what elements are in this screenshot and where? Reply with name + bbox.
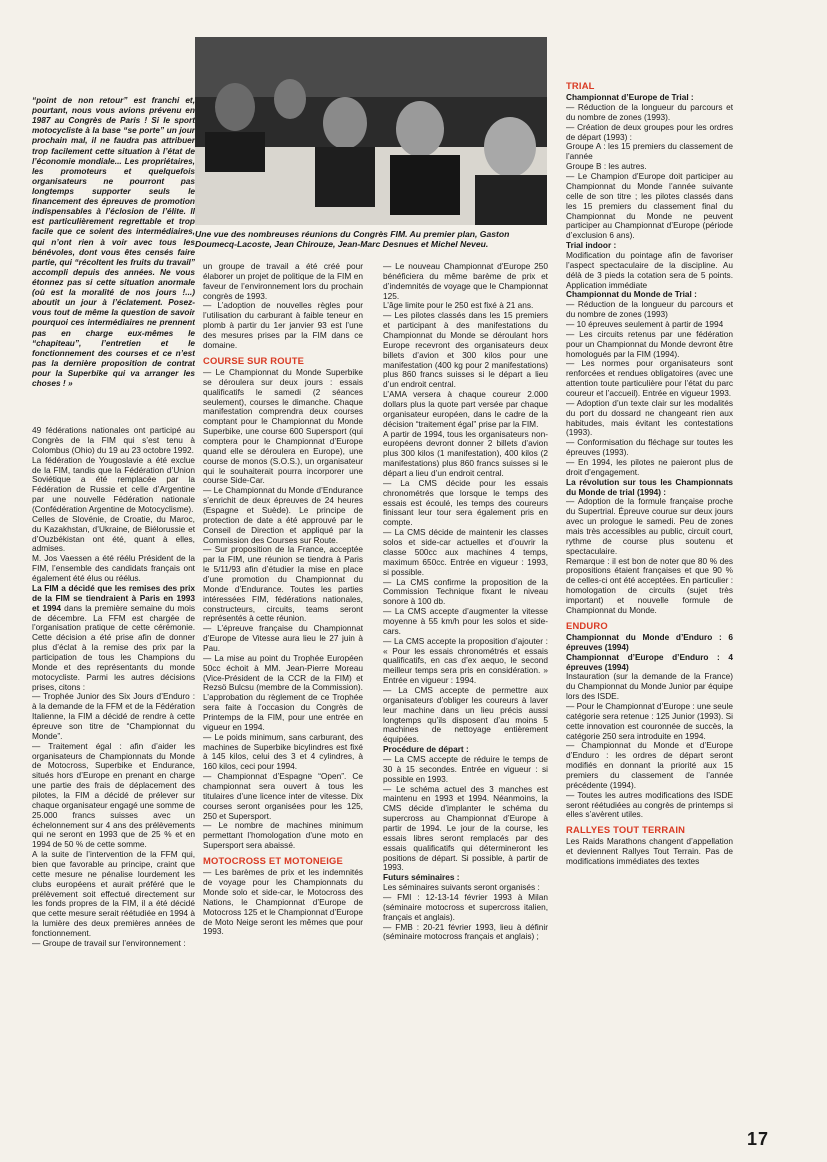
column-4 <box>566 80 733 1148</box>
col1-decision-paragraph <box>32 584 195 692</box>
col4-paragraph: Groupe A : les 15 premiers du classement de l’année <box>566 141 733 162</box>
col1-bold-rest: dans la première semaine du mois de décembre. La FFM est chargée de l’organisation pratique de cette cérémonie. Cette décision a été prise afin de donner plus d’éclat à la remise des prix par la participation de tous les Champions du Monde et des représentants du monde motocycliste. Parmi les autres décisions prises, citons : <box>32 602 195 692</box>
col4-paragraph: — Le Champion d’Europe doit participer au Championnat du Monde l’année suivante celle de son titre ; les pilotes classés dans les 15 premiers du classement final du Championnat du Monde ne peuvent participer au Championnat d’Europe (période d’exclusion 6 ans). <box>566 171 733 241</box>
subheading: Championnat du Monde d’Enduro : 6 épreuves (1994) <box>566 631 733 652</box>
section-heading-rallyes: RALLYES TOUT TERRAIN <box>566 824 686 836</box>
subheading: La révolution sur tous les Championnats du Monde de trial (1994) : <box>566 476 733 497</box>
col4-paragraph: — En 1994, les pilotes ne paieront plus de droit d’engagement. <box>566 456 733 477</box>
col3-paragraph: — Le schéma actuel des 3 manches est maintenu en 1993 et 1994. Néanmoins, la CMS décide d’implanter le schéma du supercross au Championnat d’Europe à partir de 1994. Le jour de la course, les essais libres seront remplacés par des essais qualificatifs qui détermineront les positions de départ. Si possible, à partir de 1993. <box>383 783 548 873</box>
col3-paragraph: — Le nouveau Championnat d’Europe 250 bénéficiera du même barème de prix et d’indemnités de voyage que le Championnat 125. <box>383 262 548 301</box>
col3-paragraph: — La CMS décide pour les essais chronométrés que lorsque le temps des essais est écoulé, les temps des coureurs finissant leur tour sera également pris en compte. <box>383 477 548 528</box>
column-1 <box>32 95 195 1145</box>
col4-paragraph: Instauration (sur la demande de la France) du Championnat du Monde Junior par équipe lors des ISDE. <box>566 671 733 702</box>
col2-paragraph: — L’épreuve française du Championnat d’Europe de Vitesse aura lieu le 27 juin à Pau. <box>203 623 363 653</box>
col4-paragraph: Modification du pointage afin de favoriser l’aspect spectaculaire de la discipline. Au délà de 3 pieds la cotation sera de 5 points. Application immédiate <box>566 249 733 290</box>
col1-paragraph: A la suite de l’intervention de la FFM qui, bien que favorable au principe, craint que cette mesure ne pénalise lourdement les clubs européens et aurait préféré que le prélèvement soit effectué directement sur les fonds propres de la FIM, il a été décidé que cette mesure serait réétudiée en 1994 à la lumière des deux premières années de fonctionnement. <box>32 849 195 938</box>
col2-paragraph: — Le Championnat du Monde d’Endurance s’enrichit de deux épreuves de 24 heures (Espagne et Suède). Le principe de protection de date a été approuvé par le Conseil de Direction et appliqué par la Commission des Courses sur Route. <box>203 485 363 545</box>
subheading-procedure-depart: Procédure de départ : <box>383 744 469 755</box>
col3-paragraph: L’âge limite pour le 250 est fixé à 21 ans. <box>383 300 534 311</box>
subheading: Trial indoor : <box>566 240 617 251</box>
col3-paragraph: A partir de 1994, tous les organisateurs non-européens devront donner 2 billets d’avion plus 300 kilos (1 manifestation), 400 kilos (2 manifestations) plus 860 francs suisses si le départ a lieu d’un endroit central. <box>383 428 548 479</box>
col3-paragraph: — Les pilotes classés dans les 15 premiers et participant à des manifestations du Championnat du Monde se déroulant hors Europe recevront des organisateurs deux billets d’avion et 300 kilos pour une manifestation (400 kg pour 2 manifestations) plus 860 francs suisses si le départ a lieu d’un endroit central. <box>383 310 548 390</box>
col2-paragraph: — Sur proposition de la France, acceptée par la FIM, une réunion se tiendra à Paris le 5/11/93 afin d’étudier la mise en place d’une promotion du Championnat du Monde d’Endurance. Toutes les parties intéressées FIM, fédérations nationales, constructeurs, circuits, teams seront représentés à cette réunion. <box>203 544 363 624</box>
subheading: Championnat du Monde de Trial : <box>566 289 697 300</box>
col2-paragraph: — Le poids minimum, sans carburant, des machines de Superbike bicylindres est fixé à 145 kilos, celui des 3 et 4 cylindres, à 160 kilos, ceci pour 1994. <box>203 731 363 772</box>
col4-paragraph: Remarque : il est bon de noter que 80 % des propositions étaient françaises et que 90 % de celles-ci ont été acceptées. En particulier : homologation de circuits (sujet très important) et nouvelle formule de Championnat du Monde. <box>566 555 733 615</box>
col1-paragraph: La fédération de Yougoslavie a été exclue de la FIM, tandis que la Fédération d’Union Soviétique a été remplacée par la Fédération de Russie et celle d’Argentine par une nouvelle Fédération nationale (Confédération Argentine de Motocyclisme). <box>32 454 195 515</box>
col2-paragraph: — Le Championnat du Monde Superbike se déroulera sur deux jours : essais qualificatifs le samedi (2 séances seulement), courses le dimanche. Chaque manifestation comprendra deux courses comptant pour le Championnat du Monde Superbike, une course 600 Supersport (qui comptera pour le Championnat d’Europe quand elle se déroulera en Europe), une course de monos (S.O.S.), un organisateur qui le souhaiterait pourra incorporer une course Side-Car. <box>203 366 363 486</box>
col3-paragraph: — La CMS accepte de réduire le temps de 30 à 15 secondes. Entrée en vigueur : si possible en 1993. <box>383 753 548 784</box>
col4-paragraph: — Toutes les autres modifications des ISDE seront réétudiées au congrès de printemps si elles s’avèrent utiles. <box>566 789 733 820</box>
col3-paragraph: — La CMS confirme la proposition de la Commission Technique fixant le niveau sonore à 100 db. <box>383 576 548 607</box>
col3-paragraph: — FMB : 20-21 février 1993, lieu à définir (séminaire motocross français et anglais) ; <box>383 921 548 942</box>
col1-paragraph: M. Jos Vaessen a été réélu Président de la FIM, l’ensemble des candidats français ont également été élus ou réélus. <box>32 553 195 584</box>
col3-paragraph: — La CMS accepte d’augmenter la vitesse moyenne à 55 km/h pour les solos et side-cars. <box>383 606 548 636</box>
col4-paragraph: — Création de deux groupes pour les ordres de départ (1993) : <box>566 121 733 142</box>
col4-paragraph: Groupe B : les autres. <box>566 161 647 172</box>
col3-paragraph: Les séminaires suivants seront organisés : <box>383 882 540 893</box>
col1-paragraph: 49 fédérations nationales ont participé au Congrès de la FIM qui s’est tenu à Colombus (Ohio) du 19 au 23 octobre 1992. <box>32 425 195 455</box>
conference-photo <box>195 37 547 225</box>
col4-paragraph: — Championnat du Monde et d’Europe d’Enduro : les ordres de départ seront modifiés en donnant la priorité aux 15 premiers du classement de l’année précédente (1994). <box>566 740 733 790</box>
column-3 <box>383 262 548 1147</box>
col3-paragraph: — FMI : 12-13-14 février 1993 à Milan (séminaire motocross et supercross italien, français et anglais). <box>383 892 548 922</box>
col4-paragraph: — Les circuits retenus par une fédération pour un Championnat du Monde devront être homologués par la FIM (1994). <box>566 328 733 359</box>
subheading-futurs-seminaires: Futurs séminaires : <box>383 872 460 883</box>
subheading: Championnat d’Europe de Trial : <box>566 92 694 103</box>
col4-paragraph: — Réduction de la longueur du parcours et du nombre de zones (1993) <box>566 299 733 320</box>
col1-paragraph: — Traitement égal : afin d’aider les organisateurs de Championnats du Monde de Motocross, Superbike et Endurance, situés hors d’Europe en prenant en charge une partie des frais de déplacement des pilotes, la FIM a décidé de prélever sur chaque organisateur engagé une somme de 25.000 francs suisses avec un échelonnement sur 4 ans des prélèvements qui ne seront en 1993 que de 25 % et en 1994 de 50 % de cette somme. <box>32 740 195 850</box>
col4-paragraph: Les Raids Marathons changent d’appellation et deviennent Rallyes Tout Terrain. Pas de modifications immédiates des textes <box>566 836 733 867</box>
col2-paragraph: — Les barèmes de prix et les indemnités de voyage pour les Championnats du Monde solo et side-car, le Motocross des Nations, le Championnat d’Europe de Motocross 125 et le Championnat d’Europe de Moto Neige seront les mêmes que pour 1993. <box>203 867 363 937</box>
section-heading-course-sur-route: COURSE SUR ROUTE <box>203 354 305 366</box>
col3-paragraph: — La CMS accepte la proposition d’ajouter : « Pour les essais chronométrés et essais qualificatifs, en cas d’ex aequo, le second meilleur temps sera pris en considération. » Entrée en vigueur : 1994. <box>383 635 548 686</box>
col1-bold-lead: La FIM a décidé que les remises des prix de la FIM se tiendraient à Paris en 1993 et 1994 <box>32 582 195 613</box>
page-number: 17 <box>746 1129 769 1149</box>
col3-paragraph: — La CMS accepte de permettre aux organisateurs d’obliger les coureurs à laver leur machine dans un lieu précis aussi longtemps qu’ils disposent d’au moins 5 machines de nettoyage entièrement équipées. <box>383 684 548 745</box>
col4-paragraph: — Adoption de la formule française proche du Supertrial. Épreuve courue sur deux jours avec un prologue le samedi. Peu de zones mais très accessibles au public, circuit court, rythme de course plus soutenu et spectaculaire. <box>566 496 733 556</box>
col1-paragraph: — Groupe de travail sur l’environnement : <box>32 937 186 948</box>
col1-paragraph: Celles de Slovénie, de Croatie, du Maroc, du Kazakhstan, d’Ukraine, de Biélorussie et d’Ouzbékistan ont été, quant à elles, admises. <box>32 513 195 554</box>
col4-paragraph: — Réduction de la longueur du parcours et du nombre de zones (1993). <box>566 102 733 122</box>
col3-paragraph: — La CMS décide de maintenir les classes solos et side-car actuelles et d’ouvrir la classe 500cc aux machines 4 temps, maximum 650cc. Entrée en vigueur : 1993, si possible. <box>383 527 548 577</box>
col2-paragraph: — Le nombre de machines minimum permettant l’homologation d’une moto en Supersport sera abaissé. <box>203 820 363 851</box>
col2-paragraph: un groupe de travail a été créé pour élaborer un projet de politique de la FIM en faveur de l’environnement lors du prochain congrès de 1993. <box>203 262 363 301</box>
photo-caption: Une vue des nombreuses réunions du Congrès FIM. Au premier plan, Gaston Doumecq-Lacoste, Jean Chirouze, Jean-Marc Desnues et Michel Neveu. <box>195 229 510 250</box>
section-heading-enduro: ENDURO <box>566 619 608 631</box>
col4-paragraph: — Adoption d’un texte clair sur les modalités du port du dossard ne changeant rien aux habitudes, mais évitant les contestations (1993). <box>566 397 733 438</box>
intro-text: “point de non retour” est franchi et, pourtant, nous vous avions prévenu en 1987 au Congrès de Paris ! Si le sport motocycliste à la base “se porte” un jour prochain mal, il ne faudra pas attribuer trop facilement cette situation à l’état de l’économie mondiale... Les propriétaires, les promoteurs et quelquefois organisateurs ne pourront pas longtemps supporter seuls le financement des épreuves de promotion indispensables à l’éclosion de l’élite. Il est particulièrement regrettable et trop facile que ce soient des intermédiaires, qui n’ont rien à voir avec tous les bénévoles, dont vous êtes censés faire partie, qui “récoltent les fruits du travail” accompli depuis des années. Ne vous étonnez pas si cette situation anormale (où est la moralité de nos jours !...) aboutit un jour à l’éclatement. Posez-vous tout de même la question de savoir pourquoi ces intermédiaires ne prennent pas en charge eux-mêmes le “chapiteau”, l’entretien et le fonctionnement des courses et ce n’est pas la dernière proposition de contrat pour la Superbike qui va arranger les choses ! » <box>32 95 195 389</box>
col3-paragraph: L’AMA versera à chaque coureur 2.000 dollars plus la quote part versée par chaque organisateur européen, dans le cadre de la décision “traitement égal” prise par la FIM. <box>383 389 548 429</box>
col4-paragraph: — Conformisation du fléchage sur toutes les épreuves (1993). <box>566 437 733 458</box>
conference-photo-icon <box>195 37 547 225</box>
col2-paragraph: — L’adoption de nouvelles règles pour l’utilisation du carburant à faible teneur en plomb à partir du 1er janvier 93 est l’une des mesures prises par la FIM dans ce domaine. <box>203 300 363 350</box>
section-heading-trial: TRIAL <box>566 80 595 91</box>
col4-paragraph: — Pour le Championnat d’Europe : une seule catégorie sera retenue : 125 Junior (1993). Si cette innovation est couronnée de succès, la catégorie 250 sera introduite en 1994. <box>566 700 733 741</box>
subheading: Championnat d’Europe d’Enduro : 4 épreuves (1994) <box>566 651 733 672</box>
section-heading-motocross: MOTOCROSS ET MOTONEIGE <box>203 855 344 867</box>
col2-paragraph: — La mise au point du Trophée Européen 50cc échoit à MM. Jean-Pierre Moreau (Vice-Président de la CCR de la FIM) et Rezsö Bulcsu (membre de la Commission). L’approbation du règlement de ce Trophée sera faite à l’occasion du Congrès de Printemps de la FIM, pour une entrée en vigueur en 1994. <box>203 652 363 732</box>
col1-paragraph: — Trophée Junior des Six Jours d’Enduro : à la demande de la FFM et de la Fédération Italienne, la FIM a décidé de rendre à cette épreuve son titre de “Championnat du Monde”. <box>32 691 195 741</box>
col2-paragraph: — Championnat d’Espagne “Open”. Ce championnat sera ouvert à tous les titulaires d’une licence inter de vitesse. Dix courses seront organisées pour les 125, 250 et Supersport. <box>203 771 363 821</box>
col4-paragraph: — Les normes pour organisateurs sont renforcées et rendues obligatoires (avec une attention toute particulière pour l’état du parc coureur et l’accueil). Entrée en vigueur 1993. <box>566 358 733 398</box>
col4-paragraph: — 10 épreuves seulement à partir de 1994 <box>566 318 724 329</box>
column-2 <box>203 262 363 1147</box>
